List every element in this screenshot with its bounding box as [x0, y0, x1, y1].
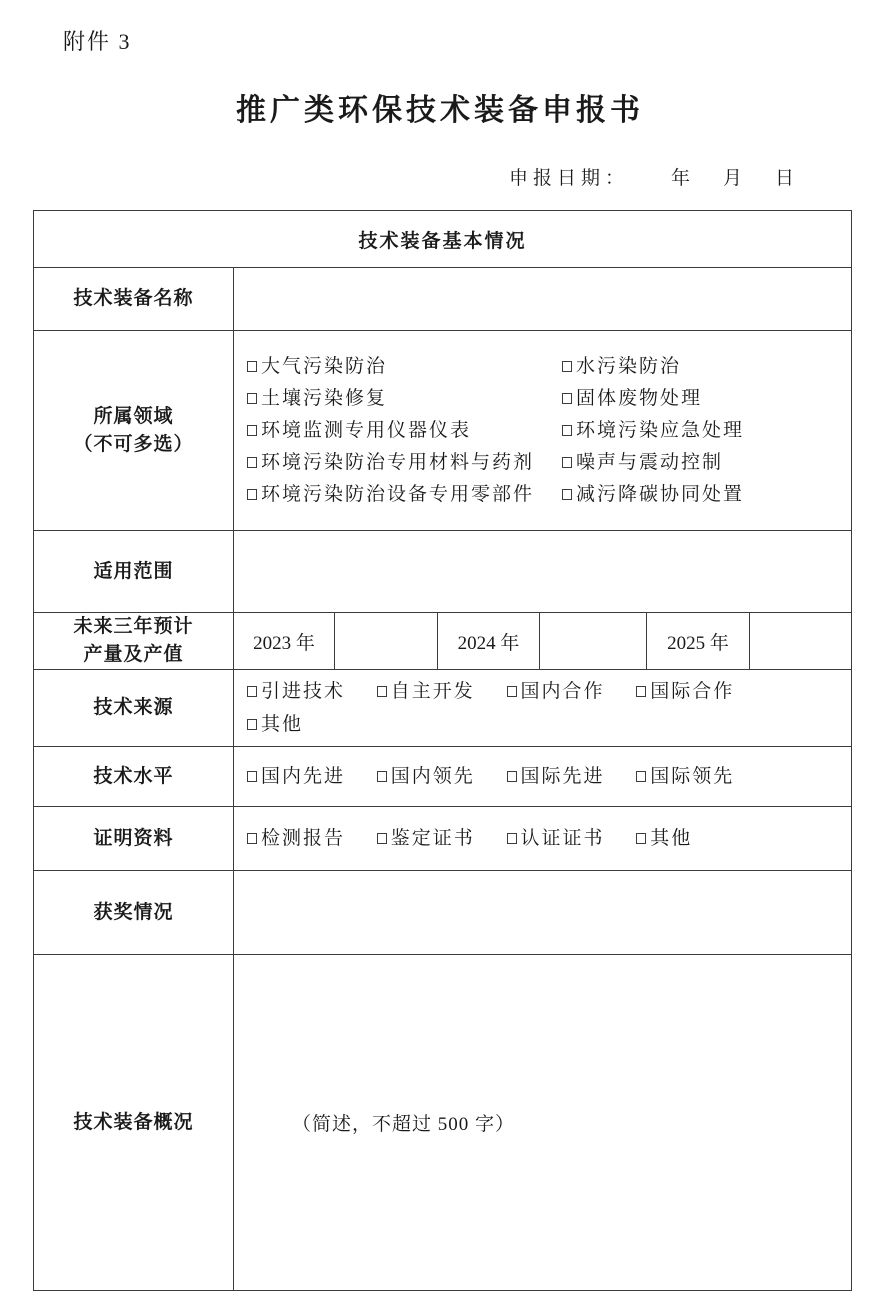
option-label: 引进技术 [261, 681, 346, 702]
checkbox-icon [562, 489, 572, 500]
checkbox-icon [247, 457, 257, 468]
checkbox-icon [377, 833, 387, 844]
option-label: 国际先进 [520, 766, 605, 787]
proof-option-certification-cert[interactable] [507, 822, 605, 855]
checkbox-icon [247, 686, 257, 697]
checkbox-icon [636, 771, 646, 782]
equipment-name-row [34, 268, 852, 331]
proof-options-cell [234, 807, 852, 871]
date-day-label: 日 [774, 168, 794, 189]
option-label: 减污降碳协同处置 [576, 483, 745, 505]
forecast-row [34, 613, 852, 670]
field-option-monitoring[interactable] [247, 415, 562, 447]
option-label: 水污染防治 [576, 355, 682, 377]
option-label: 噪声与震动控制 [576, 451, 724, 473]
checkbox-icon [247, 393, 257, 404]
option-label: 检测报告 [261, 828, 346, 849]
source-options-cell [234, 670, 852, 747]
attachment-label: 附件 3 [63, 29, 132, 54]
date-label: 申报日期： [508, 168, 629, 189]
checkbox-icon [247, 719, 257, 730]
checkbox-icon [507, 686, 517, 697]
awards-row [34, 871, 852, 955]
proof-option-appraisal-cert[interactable] [377, 822, 475, 855]
option-label: 固体废物处理 [576, 387, 703, 409]
date-month-label: 月 [722, 168, 742, 189]
forecast-label-line1: 未来三年预计 [73, 616, 194, 637]
level-options-cell [234, 747, 852, 807]
option-label: 环境污染防治设备专用零部件 [261, 483, 535, 505]
checkbox-icon [247, 833, 257, 844]
field-option-solid-waste[interactable] [562, 383, 851, 415]
field-option-emergency[interactable] [562, 415, 851, 447]
option-label: 国内合作 [520, 681, 605, 702]
scope-row [34, 531, 852, 613]
field-option-air[interactable] [247, 351, 562, 383]
field-option-noise[interactable] [562, 447, 851, 479]
forecast-value-2024-cell[interactable] [540, 613, 647, 670]
field-options-left [247, 351, 562, 511]
scope-cell[interactable] [234, 531, 852, 613]
source-option-other[interactable] [247, 708, 303, 741]
proof-row [34, 807, 852, 871]
field-label-line1: 所属领域 [93, 405, 174, 427]
checkbox-icon [507, 833, 517, 844]
scope-label: 适用范围 [34, 531, 234, 613]
option-label: 大气污染防治 [261, 355, 388, 377]
overview-row [34, 955, 852, 1291]
checkbox-icon [247, 489, 257, 500]
field-label [34, 331, 234, 531]
proof-option-other[interactable] [636, 822, 692, 855]
checkbox-icon [562, 361, 572, 372]
option-label: 国内先进 [261, 766, 346, 787]
overview-label: 技术装备概况 [34, 955, 234, 1291]
equipment-name-cell[interactable] [234, 268, 852, 331]
checkbox-icon [507, 771, 517, 782]
option-label: 国内领先 [390, 766, 475, 787]
option-label: 认证证书 [520, 828, 605, 849]
option-label: 国际合作 [650, 681, 735, 702]
field-options-right [562, 351, 851, 511]
equipment-name-label: 技术装备名称 [34, 268, 234, 331]
date-year-label: 年 [670, 168, 690, 189]
awards-cell[interactable] [234, 871, 852, 955]
option-label: 环境污染应急处理 [576, 419, 745, 441]
forecast-value-2023-cell[interactable] [335, 613, 438, 670]
field-option-water[interactable] [562, 351, 851, 383]
field-option-parts[interactable] [247, 479, 562, 511]
forecast-label [34, 613, 234, 670]
proof-option-test-report[interactable] [247, 822, 345, 855]
option-label: 环境监测专用仪器仪表 [261, 419, 472, 441]
checkbox-icon [562, 393, 572, 404]
proof-label: 证明资料 [34, 807, 234, 871]
page-title: 推广类环保技术装备申报书 [236, 94, 644, 127]
overview-cell[interactable] [234, 955, 852, 1291]
option-label: 环境污染防治专用材料与药剂 [261, 451, 535, 473]
option-label: 国际领先 [650, 766, 735, 787]
source-label: 技术来源 [34, 670, 234, 747]
application-form-table [33, 210, 852, 1291]
option-label: 自主开发 [390, 681, 475, 702]
option-label: 鉴定证书 [390, 828, 475, 849]
checkbox-icon [562, 457, 572, 468]
awards-label: 获奖情况 [34, 871, 234, 955]
checkbox-icon [562, 425, 572, 436]
checkbox-icon [247, 425, 257, 436]
level-label: 技术水平 [34, 747, 234, 807]
option-label: 土壤污染修复 [261, 387, 388, 409]
checkbox-icon [247, 771, 257, 782]
level-option-domestic-leading[interactable] [377, 760, 475, 793]
section-header-row [34, 211, 852, 268]
forecast-year-2025: 2025 年 [647, 613, 750, 670]
level-option-international-advanced[interactable] [507, 760, 605, 793]
field-row [34, 331, 852, 531]
overview-hint: （简述，不超过 500 字） [292, 1114, 516, 1135]
forecast-year-2024: 2024 年 [438, 613, 540, 670]
date-line [0, 168, 880, 190]
forecast-year-2023: 2023 年 [234, 613, 335, 670]
level-option-international-leading[interactable] [636, 760, 734, 793]
checkbox-icon [636, 686, 646, 697]
option-label: 其他 [261, 714, 304, 735]
checkbox-icon [377, 771, 387, 782]
checkbox-icon [247, 361, 257, 372]
source-row [34, 670, 852, 747]
field-options-cell [234, 331, 852, 531]
option-label: 其他 [650, 828, 693, 849]
field-label-line2: （不可多选） [73, 433, 194, 455]
source-option-domestic-coop[interactable] [507, 675, 605, 708]
level-option-domestic-advanced[interactable] [247, 760, 345, 793]
checkbox-icon [636, 833, 646, 844]
source-option-international-coop[interactable] [636, 675, 734, 708]
level-row [34, 747, 852, 807]
field-option-carbon[interactable] [562, 479, 851, 511]
source-option-self-developed[interactable] [377, 675, 475, 708]
field-option-materials[interactable] [247, 447, 562, 479]
forecast-label-line2: 产量及产值 [83, 644, 184, 665]
section-header: 技术装备基本情况 [34, 211, 852, 268]
forecast-value-2025-cell[interactable] [750, 613, 852, 670]
checkbox-icon [377, 686, 387, 697]
field-option-soil[interactable] [247, 383, 562, 415]
source-option-imported[interactable] [247, 675, 345, 708]
